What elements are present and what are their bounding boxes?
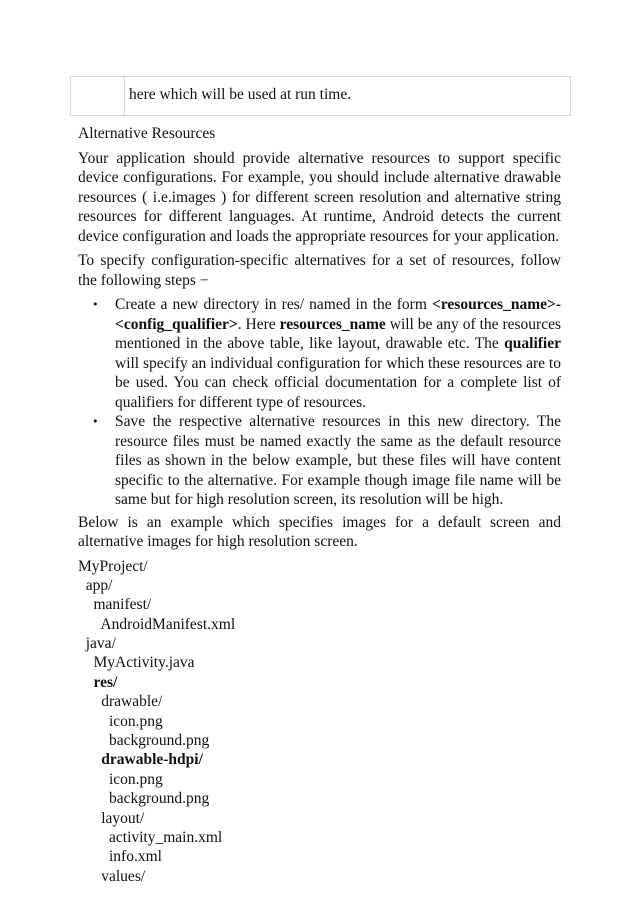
step-bold-text: <resources_name>-<config_qualifier>: [115, 296, 561, 333]
step-text: will specify an individual configuration for which these resources are to be used. You can check official documentation for a complete list of qualifiers for different type of resources.: [115, 354, 561, 411]
tree-row: values/: [78, 867, 146, 885]
tree-row: AndroidManifest.xml: [78, 615, 236, 633]
directory-tree: [78, 557, 561, 887]
step-bold-text: resources_name: [279, 315, 386, 333]
tree-row: background.png: [78, 732, 210, 750]
bullet-icon: •: [92, 298, 99, 311]
list-item: [92, 412, 561, 510]
tree-row: drawable-hdpi/: [78, 751, 203, 769]
step-bold-text: qualifier: [504, 335, 561, 352]
table-cell-text: here which will be used at run time.: [129, 86, 352, 103]
steps-list: [78, 295, 561, 510]
tree-row: MyActivity.java: [78, 654, 195, 672]
tree-row: res/: [78, 673, 118, 691]
table-column-divider: [124, 77, 125, 115]
table-fragment: [70, 76, 571, 116]
step-text: will be any of the resources mentioned in the above table, like layout, drawable etc. The: [115, 315, 561, 352]
tree-row: manifest/: [78, 596, 152, 614]
section-heading: Alternative Resources: [78, 125, 216, 142]
tree-row: icon.png: [78, 770, 163, 788]
document-body: [78, 124, 561, 886]
intro-paragraph: Your application should provide alternative resources to support specific device configurations. For example, you should include alternative drawable resources ( i.e.images ) for different screen resolution and alternative string resources for different languages. At runtime, Android detects the current device configuration and loads the appropriate resources for your application.: [78, 149, 561, 245]
tree-row: icon.png: [78, 712, 163, 730]
step-text: Create a new directory in res/ named in the form: [115, 296, 432, 313]
tree-row: app/: [78, 576, 113, 594]
tree-row: background.png: [78, 790, 210, 808]
tree-row: drawable/: [78, 693, 163, 711]
steps-intro-paragraph: To specify configuration-specific alternatives for a set of resources, follow the following steps −: [78, 252, 561, 289]
tree-row: activity_main.xml: [78, 828, 223, 846]
tree-row: info.xml: [78, 848, 162, 866]
tree-row: java/: [78, 635, 116, 653]
list-item: [92, 295, 561, 412]
step-text: . Here: [237, 315, 280, 333]
example-intro-paragraph: Below is an example which specifies images for a default screen and alternative images for high resolution screen.: [78, 513, 561, 550]
bullet-icon: •: [92, 415, 99, 428]
step-text: Save the respective alternative resources in this new directory. The resource files must be named exactly the same as the default resource files as shown in the below example, but these files will have content specific to the alternative. For example though image file name will be same but for high resolution screen, its resolution will be high.: [115, 413, 561, 508]
tree-row: MyProject/: [78, 557, 148, 575]
tree-row: layout/: [78, 809, 145, 827]
